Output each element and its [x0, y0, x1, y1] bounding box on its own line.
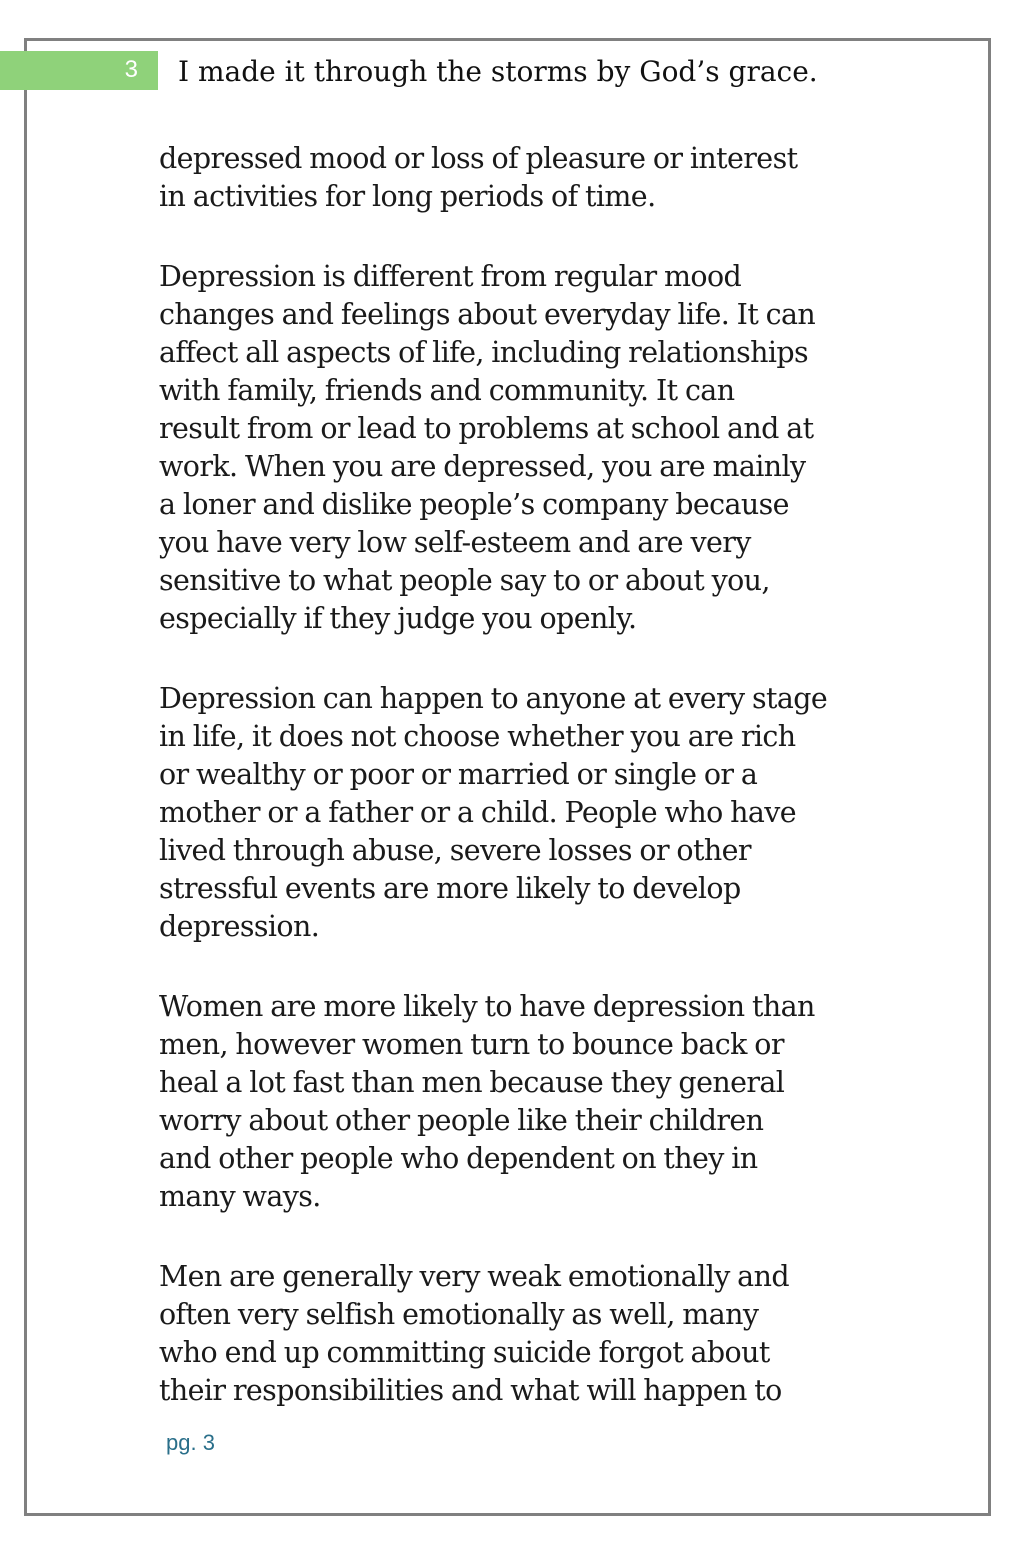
chapter-number: 3 [124, 56, 138, 83]
paragraph-4: Women are more likely to have depression than men, however women turn to bounce back or heal a lot fast than men because they general worry about other people like their children and other people who dependent on they in many ways. [159, 990, 815, 1213]
running-header-title: I made it through the storms by God’s grace. [178, 55, 818, 88]
paragraph-1: depressed mood or loss of pleasure or interest in activities for long periods of time. [159, 142, 798, 213]
paragraph-5: Men are generally very weak emotionally and often very selfish emotionally as well, many who end up committing suicide forgot about their responsibilities and what will happen to [159, 1260, 789, 1407]
paragraph-3: Depression can happen to anyone at every stage in life, it does not choose whether you are rich or wealthy or poor or married or single or a mother or a father or a child. People who have lived through abuse, severe losses or other stressful events are more likely to develop depression. [159, 682, 828, 943]
chapter-tab [0, 51, 158, 90]
paragraph-2: Depression is different from regular mood changes and feelings about everyday life. It can affect all aspects of life, including relationships with family, friends and community. It can result from or lead to problems at school and at work. When you are depressed, you are mainly a loner and dislike people’s company because you have very low self-esteem and are very sensitive to what people say to or about you, especially if they judge you openly. [159, 260, 816, 635]
body-text [159, 140, 879, 1452]
page-number-footer: pg. 3 [166, 1430, 215, 1455]
